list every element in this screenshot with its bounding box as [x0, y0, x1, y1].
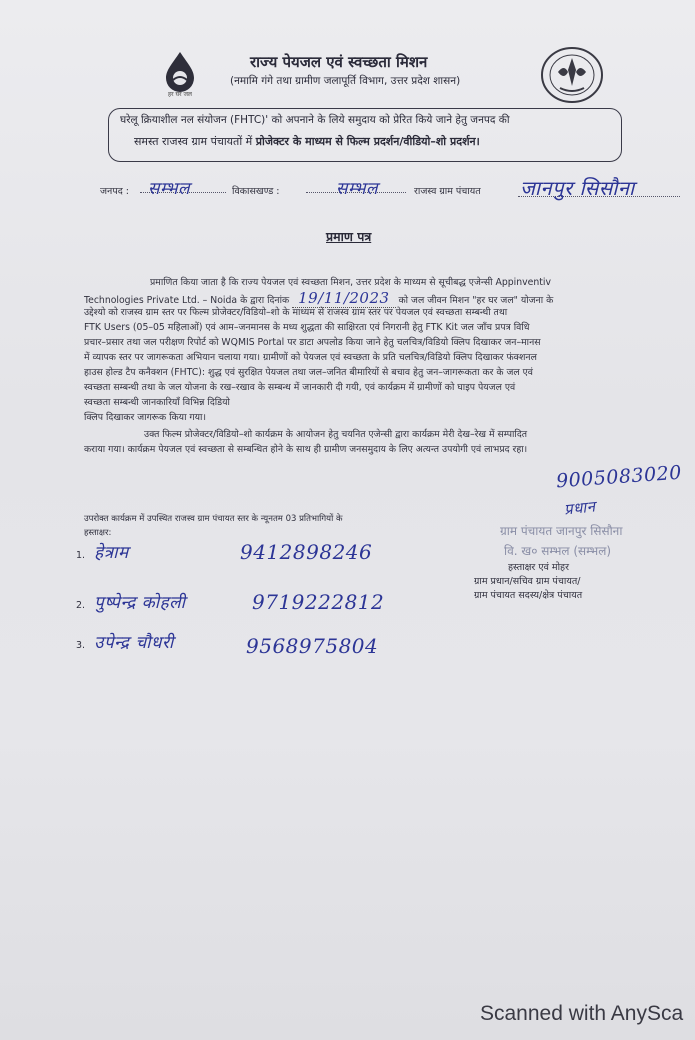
- mission-subtitle: (नमामि गंगे तथा ग्रामीण जलापूर्ति विभाग, उत्तर प्रदेश शासन): [230, 75, 461, 87]
- janpad-value: सम्भल: [148, 179, 191, 199]
- sign-label: हस्ताक्षर एवं मोहर: [508, 562, 569, 573]
- para1-line-4: FTK Users (05–05 महिलाओं) एवं आम–जनमानस के मध्य शुद्धता की साक्षिरता एवं निगरानी हेतु FTK Kit जल जाँच प्रपत्र विधि: [84, 322, 530, 333]
- signatory-role-1: ग्राम प्रधान/सचिव ग्राम पंचायत/: [474, 576, 581, 587]
- para1-line-8: स्वच्छता सम्बन्धी तथा के जल योजना के रख–रखाव के सम्बन्ध में जानकारी दी गयी, एवं कार्यक्रम में ग्रामीणों को घाइप पेयजल एवं: [84, 382, 516, 393]
- program-date: 19/11/2023: [292, 289, 395, 308]
- certificate-title: प्रमाण पत्र: [326, 229, 372, 244]
- subject-line-2-prefix: समस्त राजस्व ग्राम पंचायतों में: [134, 135, 256, 148]
- participants-label-1: उपरोक्त कार्यक्रम में उपस्थित राजस्व ग्राम पंचायत स्तर के न्यूनतम 03 प्रतिभागियों के: [84, 514, 343, 524]
- up-emblem-logo: [540, 46, 604, 104]
- vikas-label: विकासखण्ड :: [232, 186, 280, 197]
- signatory-role-2: ग्राम पंचायत सदस्य/क्षेत्र पंचायत: [474, 590, 583, 601]
- gram-value: जानपुर सिसौना: [520, 176, 635, 200]
- participant-name: पुष्पेन्द्र कोहली: [94, 593, 186, 613]
- subject-line-2-bold: प्रोजेक्टर के माध्यम से फिल्म प्रदर्शन/वीडियो–शो प्रदर्शन।: [255, 135, 480, 148]
- para1-line-2a: Technologies Private Ltd. – Noida के द्वारा दिनांक: [84, 295, 290, 306]
- participant-row: [76, 540, 396, 563]
- participant-row: [76, 630, 426, 658]
- para1-line-10: क्लिप दिखाकर जागरूक किया गया।: [84, 412, 206, 423]
- participant-name: उपेन्द्र चौधरी: [94, 633, 174, 653]
- stamp-line-2: वि. ख० सम्भल (सम्भल): [504, 544, 612, 558]
- participant-num: 3.: [76, 640, 86, 651]
- janpad-label: जनपद :: [100, 186, 129, 197]
- signatory-handwritten: प्रधान: [563, 497, 597, 519]
- para1-line-7: हाउस होल्ड टैप कनैक्शन (FHTC): शुद्ध एवं सुरक्षित पेयजल तथा जल–जनित बीमारियों से बचाव हेतु जन–जागरूकता कर के जल एवं: [84, 367, 533, 378]
- subject-line-2: [134, 134, 480, 149]
- participant-num: 1.: [76, 550, 86, 561]
- scanner-watermark: Scanned with AnySca: [480, 1002, 684, 1025]
- left-logo-text: हर घर जल: [168, 91, 192, 98]
- participant-num: 2.: [76, 600, 86, 611]
- signatory-phone: 9005083020: [555, 461, 683, 493]
- para1-line-5: प्रचार–प्रसार तथा जल परीक्षण रिपोर्ट को WQMIS Portal पर डाटा अपलोड किया जाने हेतु चलचित्र/विडियो क्लिप दिखाकर जन–मानस: [84, 337, 541, 348]
- subject-line-1: घरेलू क्रियाशील नल संयोजन (FHTC)' को अपनाने के लिये समुदाय को प्रेरित किये जाने हेतु जनपद की: [120, 114, 510, 126]
- participant-name: हेत्राम: [94, 543, 129, 563]
- para2-line-1: उक्त फिल्म प्रोजेक्टर/विडियो–शो कार्यक्रम के आयोजन हेतु चयनित एजेन्सी द्वारा कार्यक्रम मेरी देख–रेख में सम्पादित: [144, 429, 528, 440]
- para1-line-3: उद्देश्यो को राजस्व ग्राम स्तर पर फिल्म प्रोजेक्टर/विडियो–शो के माध्यम से राजस्व ग्राम स्तर पर पेयजल एवं स्वच्छता सम्बन्धी तथा: [84, 307, 508, 318]
- gram-label: राजस्व ग्राम पंचायत: [414, 186, 481, 197]
- participant-phone: 9568975804: [246, 634, 379, 658]
- para1-line-9: स्वच्छता सम्बन्धी जानकारियाँ विभिन्न दिडियो: [84, 397, 230, 408]
- para2-line-2: कराया गया। कार्यक्रम पेयजल एवं स्वच्छता से सम्बन्धित होने के साथ ही ग्रामीण जनसमुदाय के लिए अत्यन्त उपयोगी एवं लाभप्रद रहा।: [84, 444, 528, 455]
- har-ghar-jal-logo: [158, 50, 202, 102]
- participants-label-2: हस्ताक्षर:: [84, 528, 112, 538]
- para1-line-1: प्रमाणित किया जाता है कि राज्य पेयजल एवं स्वच्छता मिशन, उत्तर प्रदेश के माध्यम से सूचीबद्ध एजेन्सी Appinventiv: [150, 277, 551, 288]
- participant-phone: 9719222812: [252, 590, 385, 614]
- participant-row: [76, 590, 406, 613]
- stamp-line-1: ग्राम पंचायत जानपुर सिसौना: [500, 524, 623, 538]
- mission-title: राज्य पेयजल एवं स्वच्छता मिशन: [250, 53, 428, 71]
- participant-phone: 9412898246: [240, 540, 373, 564]
- vikas-value: सम्भल: [336, 179, 379, 199]
- para1-line-6: में व्यापक स्तर पर जागरूकता अभियान चलाया गया। ग्रामीणों को पेयजल एवं स्वच्छता के प्रति चलचित्र/विडियो क्लिप दिखाकर फंक्शनल: [84, 352, 537, 363]
- para1-line-2b: को जल जीवन मिशन "हर घर जल" योजना के: [398, 295, 554, 306]
